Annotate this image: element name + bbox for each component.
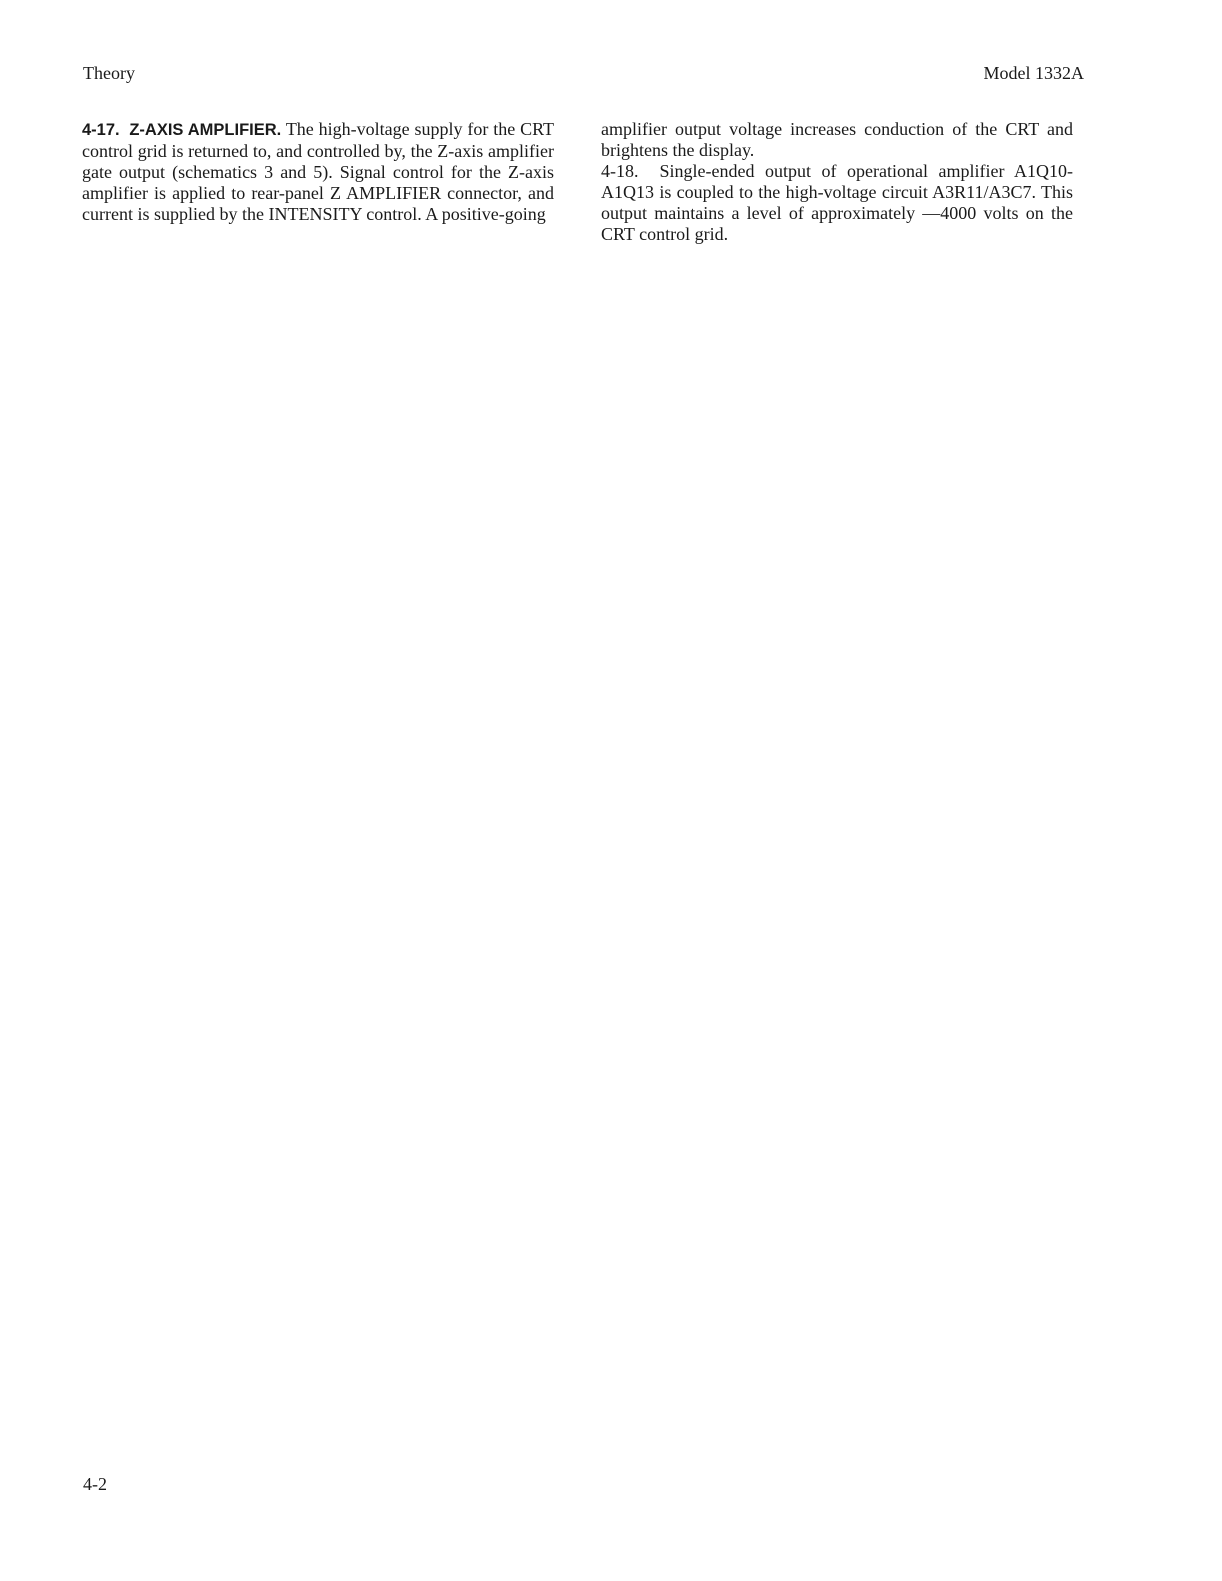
- page-number: 4-2: [83, 1474, 107, 1494]
- paragraph-number: 4-17.: [82, 121, 120, 139]
- paragraph-text: Single-ended output of operational amplifier A1Q10-A1Q13 is coupled to the high-voltage circuit A3R11/A3C7. This output maintains a level of approximately —4000 volts on the CRT control grid.: [601, 161, 1074, 244]
- paragraph-number: 4-18.: [601, 161, 639, 181]
- paragraph-text: The high-voltage supply for the CRT control grid is returned to, and controlled by, the Z-axis amplifier gate output (schematics 3 and 5). Signal control for the Z-axis amplifier is applied to rear-panel Z AMPLIFIER connector, and current is supplied by the INTENSITY control. A positive-going: [82, 119, 554, 224]
- right-column: [601, 119, 1073, 245]
- paragraph-4-18: [601, 161, 1073, 245]
- paragraph-heading: Z-AXIS AMPLIFIER.: [129, 121, 282, 139]
- header-model-name: Model 1332A: [983, 63, 1084, 83]
- paragraph-4-17: [82, 119, 554, 225]
- left-column: [82, 119, 554, 225]
- paragraph-continuation: amplifier output voltage increases conduction of the CRT and brightens the display.: [601, 119, 1073, 160]
- header-section-title: Theory: [83, 63, 135, 83]
